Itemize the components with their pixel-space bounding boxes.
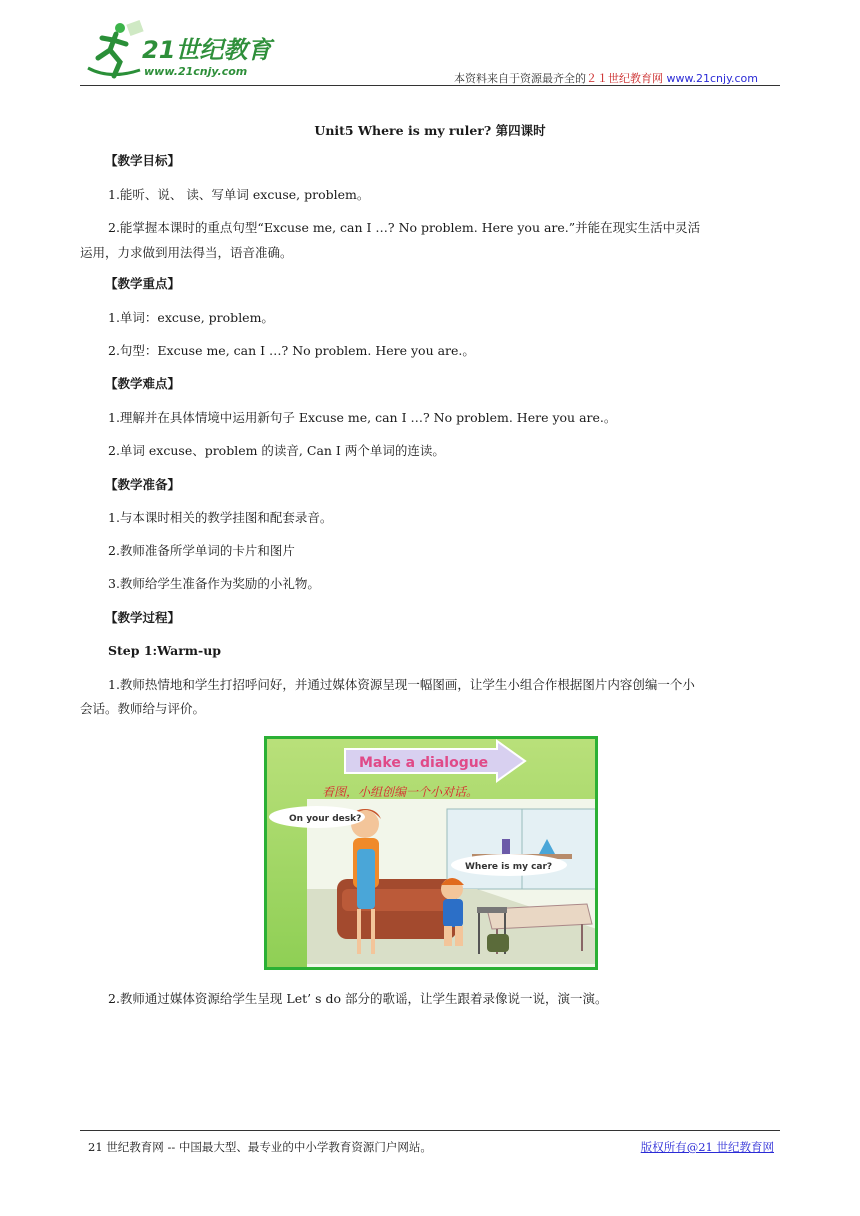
difficult-point-1: 1.理解并在具体情境中运用新句子 Excuse me, can I …? No problem. Here you are.。 (108, 410, 617, 425)
runner-icon (88, 20, 144, 76)
objective-2-line-2: 运用，力求做到用法得当，语音准确。 (80, 245, 293, 260)
key-point-2: 2.句型：Excuse me, can I …? No problem. Here you are.。 (108, 343, 475, 358)
footer-divider (80, 1130, 780, 1131)
objective-2-line-1: 2.能掌握本课时的重点句型“Excuse me, can I …? No problem. Here you are.”并能在现实生活中灵活 (108, 220, 701, 235)
instruction-text: 看图，小组创编一个小对话。 (322, 785, 479, 799)
footer-text: 21 世纪教育网 -- 中国最大型、最专业的中小学教育资源门户网站。 (88, 1140, 432, 1154)
speech-bubble-right: Where is my car? (465, 862, 553, 872)
page-header (80, 18, 780, 86)
key-points-heading: 【教学重点】 (105, 276, 181, 291)
header-divider (80, 85, 780, 86)
logo-text: 21世纪教育 (142, 36, 272, 64)
difficult-points-heading: 【教学难点】 (105, 376, 181, 391)
preparation-3: 3.教师给学生准备作为奖励的小礼物。 (108, 576, 320, 591)
step-1-heading: Step 1:Warm-up (108, 643, 222, 658)
objective-1: 1.能听、说、 读、写单词 excuse, problem。 (108, 187, 370, 202)
step-1-item-1-line-2: 会话。教师给与评价。 (80, 701, 206, 716)
preparation-heading: 【教学准备】 (105, 477, 181, 492)
dialogue-illustration (264, 736, 598, 970)
source-link[interactable]: www.21cnjy.com (666, 72, 758, 85)
preparation-2: 2.教师准备所学单词的卡片和图片 (108, 543, 295, 558)
logo-url: www.21cnjy.com (144, 65, 248, 78)
step-1-item-2: 2.教师通过媒体资源给学生呈现 Let’ s do 部分的歌谣，让学生跟着录像说一说，演一演。 (108, 991, 608, 1006)
dialogue-scene (267, 739, 595, 967)
source-prefix: 本资料来自于资源最齐全的 (454, 72, 587, 85)
document-title: Unit5 Where is my ruler? 第四课时 (314, 123, 546, 138)
key-point-1: 1.单词：excuse, problem。 (108, 310, 274, 325)
process-heading: 【教学过程】 (105, 610, 181, 625)
speech-bubble-left: On your desk? (289, 814, 362, 824)
objectives-heading: 【教学目标】 (105, 153, 181, 168)
preparation-1: 1.与本课时相关的教学挂图和配套录音。 (108, 510, 333, 525)
site-logo (80, 18, 280, 84)
banner-text: Make a dialogue (359, 755, 489, 771)
source-site[interactable]: ２１世纪教育网 (586, 72, 664, 85)
difficult-point-2: 2.单词 excuse、problem 的读音, Can I 两个单词的连读。 (108, 443, 445, 458)
source-line (454, 70, 758, 86)
copyright-link[interactable]: 版权所有@21 世纪教育网 (640, 1140, 774, 1154)
step-1-item-1-line-1: 1.教师热情地和学生打招呼问好，并通过媒体资源呈现一幅图画，让学生小组合作根据图片内容创编一个小 (108, 677, 695, 692)
